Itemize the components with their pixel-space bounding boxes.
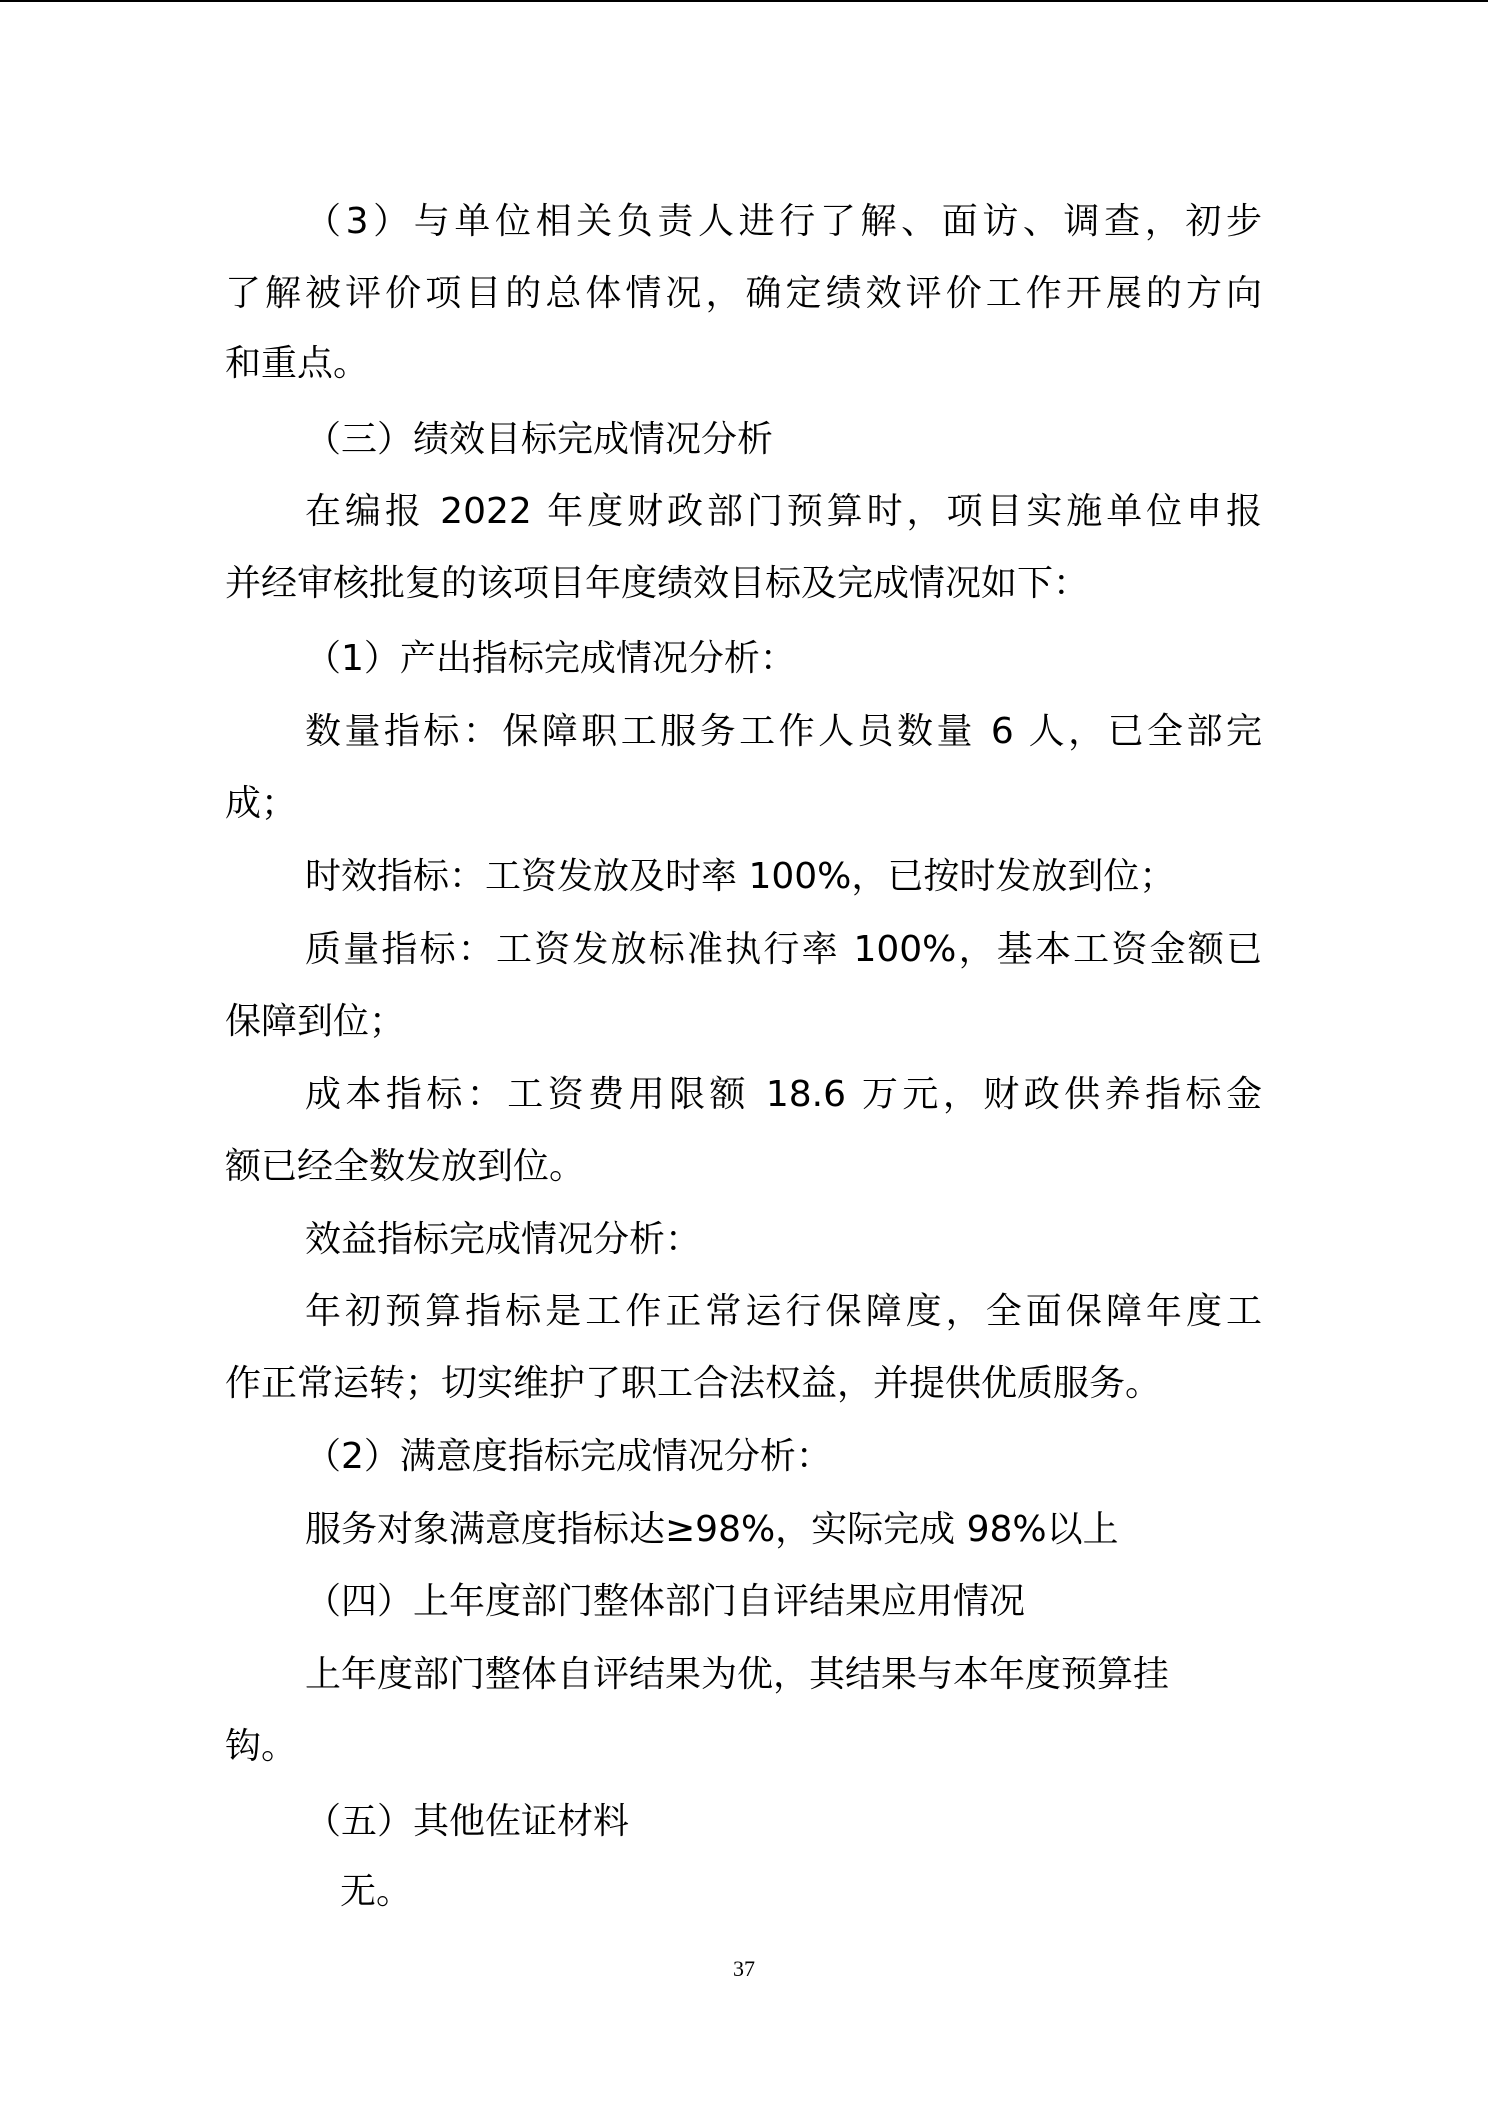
paragraph-line: 钩。 — [225, 1726, 298, 1767]
paragraph-line: 时效指标：工资发放及时率 100%，已按时发放到位； — [305, 856, 1176, 897]
subsection-heading: 效益指标完成情况分析： — [305, 1219, 702, 1260]
subsection-heading: （1）产出指标完成情况分析： — [305, 638, 796, 679]
subsection-heading: （2）满意度指标完成情况分析： — [305, 1436, 832, 1477]
paragraph-line: 成本指标：工资费用限额 18.6 万元，财政供养指标金 — [305, 1074, 1262, 1115]
section-heading: （三）绩效目标完成情况分析 — [305, 419, 774, 460]
paragraph-line: 了解被评价项目的总体情况，确定绩效评价工作开展的方向 — [225, 273, 1262, 314]
paragraph-line: 无。 — [340, 1871, 413, 1912]
paragraph-line: 服务对象满意度指标达≥98%，实际完成 98%以上 — [305, 1509, 1119, 1550]
section-heading: （五）其他佐证材料 — [305, 1801, 630, 1842]
paragraph-line: 额已经全数发放到位。 — [225, 1146, 586, 1187]
paragraph-line: 数量指标：保障职工服务工作人员数量 6 人，已全部完 — [305, 711, 1262, 752]
paragraph-line: 和重点。 — [225, 343, 370, 384]
paragraph-line: 成； — [225, 783, 298, 824]
page-number: 37 — [733, 1956, 755, 1981]
page-top-border — [0, 0, 1488, 2]
paragraph-line: 保障到位； — [225, 1001, 406, 1042]
paragraph-line: 作正常运转；切实维护了职工合法权益，并提供优质服务。 — [225, 1363, 1162, 1404]
section-heading: （四）上年度部门整体部门自评结果应用情况 — [305, 1581, 1026, 1622]
paragraph-line: 在编报 2022 年度财政部门预算时，项目实施单位申报 — [305, 491, 1262, 532]
paragraph-line: （3）与单位相关负责人进行了解、面访、调查，初步 — [305, 201, 1262, 242]
paragraph-line: 年初预算指标是工作正常运行保障度，全面保障年度工 — [305, 1291, 1262, 1332]
paragraph-line: 质量指标：工资发放标准执行率 100%，基本工资金额已 — [305, 929, 1262, 970]
paragraph-line: 上年度部门整体自评结果为优，其结果与本年度预算挂 — [305, 1654, 1170, 1695]
paragraph-line: 并经审核批复的该项目年度绩效目标及完成情况如下： — [225, 563, 1090, 604]
